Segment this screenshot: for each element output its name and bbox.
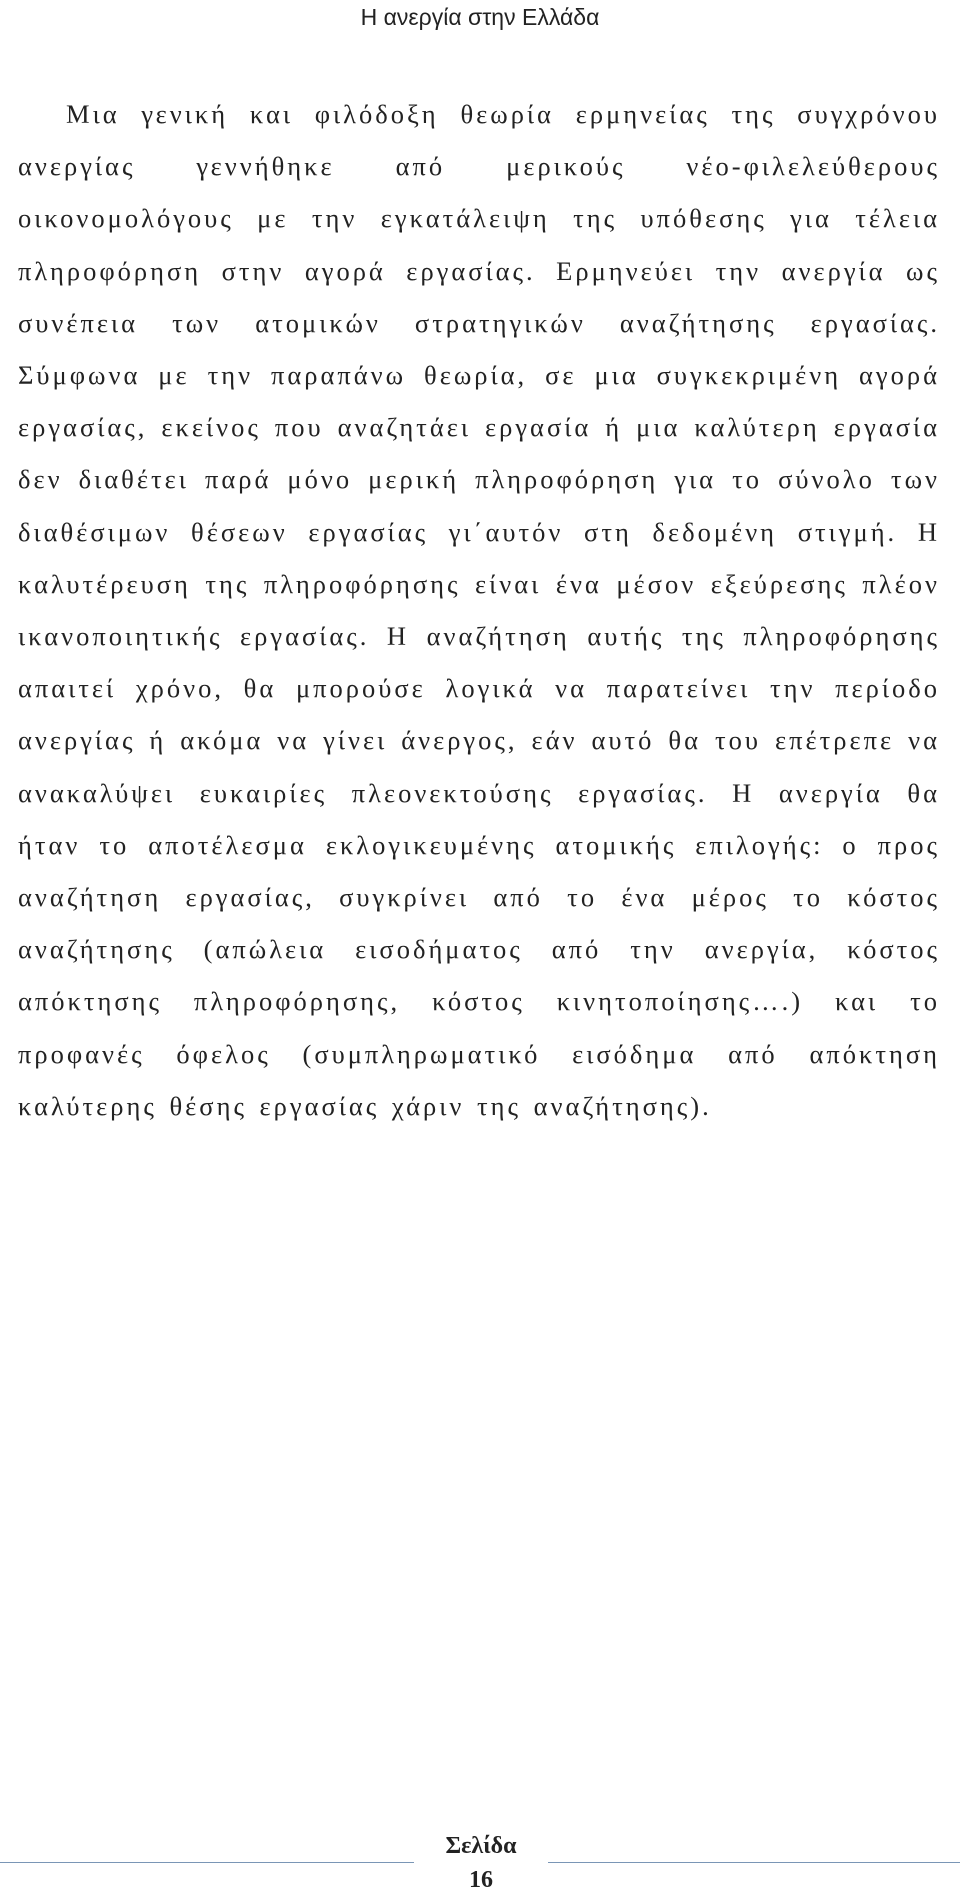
body-paragraph: Μια γενική και φιλόδοξη θεωρία ερμηνείας της συγχρόνου ανεργίας γεννήθηκε από μερικούς νέο-φιλελεύθερους οικονομολόγους με την εγκατάλειψη της υπόθεσης για τέλεια πληροφόρηση στην αγορά εργασίας. Ερμηνεύει την ανεργία ως συνέπεια των ατομικών στρατηγικών αναζήτησης εργασίας. Σύμφωνα με την παραπάνω θεωρία, σε μια συγκεκριμένη αγορά εργασίας, εκείνος που αναζητάει εργασία ή μια καλύτερη εργασία δεν διαθέτει παρά μόνο μερική πληροφόρηση για το σύνολο των διαθέσιμων θέσεων εργασίας γι΄αυτόν στη δεδομένη στιγμή. Η καλυτέρευση της πληροφόρησης είναι ένα μέσον εξεύρεσης πλέον ικανοποιητικής εργασίας. Η αναζήτηση αυτής της πληροφόρησης απαιτεί χρόνο, θα μπορούσε λογικά να παρατείνει την περίοδο ανεργίας ή ακόμα να γίνει άνεργος, εάν αυτό θα του επέτρεπε να ανακαλύψει ευκαιρίες πλεονεκτούσης εργασίας. Η ανεργία θα ήταν το αποτέλεσμα εκλογικευμένης ατομικής επιλογής: ο προς αναζήτηση εργασίας, συγκρίνει από το ένα μέρος το κόστος αναζήτησης (απώλεια εισοδήματος από την ανεργία, κόστος απόκτησης πληροφόρησης, κόστος κινητοποίησης….) και το προφανές όφελος (συμπληρωματικό εισόδημα από απόκτηση καλύτερης θέσης εργασίας χάριν της αναζήτησης). [18, 99, 940, 1121]
footer-rule-left [0, 1862, 414, 1863]
footer-rule-right [548, 1862, 960, 1863]
running-header-title: Η ανεργία στην Ελλάδα [360, 4, 600, 30]
page-number: 16 [469, 1867, 493, 1893]
page-label: Σελίδα [445, 1833, 517, 1859]
page-footer [0, 1828, 960, 1894]
